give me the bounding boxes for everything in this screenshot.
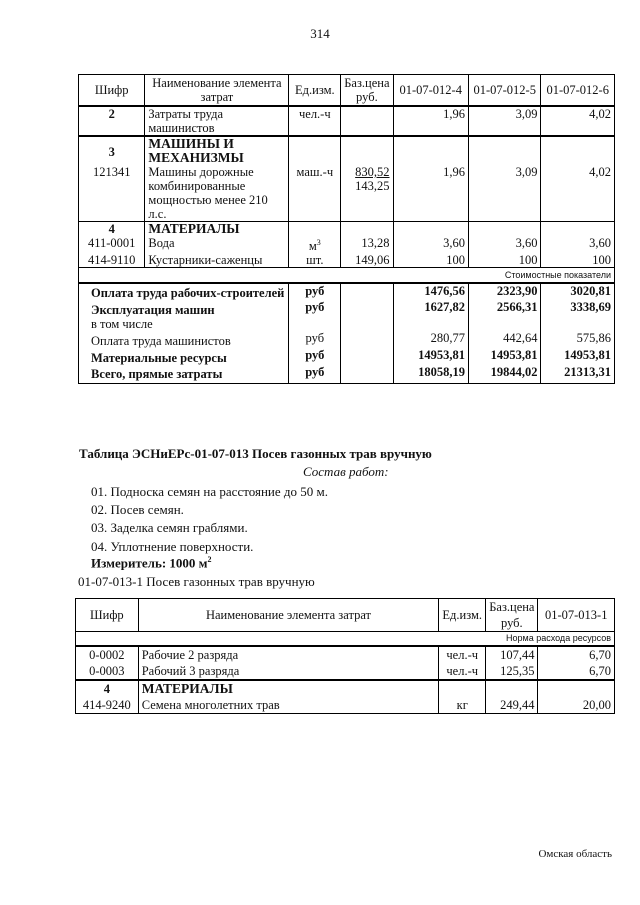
header-col-5: 01-07-012-5 (468, 75, 541, 107)
row-value: 100 (393, 253, 468, 268)
row-code: 0-0002 (76, 646, 139, 663)
row-value: 3,09 (468, 165, 541, 222)
work-item: 04. Уплотнение поверхности. (91, 539, 254, 554)
summary-value: 14953,81 (393, 348, 468, 365)
summary-value: 14953,81 (541, 348, 615, 365)
work-item: 01. Подноска семян на расстояние до 50 м. (91, 484, 328, 499)
row-code: 121341 (79, 165, 145, 222)
header-name: Наименование элемента затрат (138, 599, 439, 632)
row-value: 3,60 (393, 236, 468, 253)
row-name: Затраты труда машинистов (145, 106, 289, 136)
summary-unit: руб (289, 348, 341, 365)
work-item: 03. Заделка семян граблями. (91, 520, 248, 535)
cost-indicators-label: Стоимостные показатели (79, 268, 615, 284)
price-numerator: 830,52 (355, 165, 390, 179)
row-value: 6,70 (538, 663, 615, 680)
summary-row (79, 300, 615, 331)
table-header-row (79, 75, 615, 107)
header-code: Шифр (79, 75, 145, 107)
norm-row (76, 632, 615, 647)
row-code: 4 (79, 222, 145, 237)
row-price: 249,44 (486, 697, 538, 714)
table-row (79, 106, 615, 136)
row-code: 2 (79, 106, 145, 136)
table-row (76, 663, 615, 680)
row-code: 4 (76, 680, 139, 697)
row-unit: кг (439, 697, 486, 714)
row-unit: чел.-ч (289, 106, 341, 136)
row-unit: $м^3$ (289, 236, 341, 253)
row-unit: чел.-ч (439, 646, 486, 663)
summary-unit: руб (289, 283, 341, 300)
summary-row (79, 331, 615, 348)
summary-value: 14953,81 (468, 348, 541, 365)
header-col-1: 01-07-013-1 (538, 599, 615, 632)
row-price: 149,06 (341, 253, 393, 268)
summary-value: 1627,82 (393, 300, 468, 331)
row-value: 20,00 (538, 697, 615, 714)
norm-label: Норма расхода ресурсов (76, 632, 615, 647)
footer-region: Омская область (538, 848, 612, 860)
row-name: Машины дорожные комбинированные мощностью менее 210 л.с. (145, 165, 289, 222)
row-price: 13,28 (341, 236, 393, 253)
table-row (76, 680, 615, 697)
composition-label: Состав работ: (303, 464, 389, 479)
header-code: Шифр (76, 599, 139, 632)
summary-name: Эксплуатация машин в том числе (79, 300, 289, 331)
header-unit: Ед.изм. (439, 599, 486, 632)
row-name: МАШИНЫ И МЕХАНИЗМЫ (145, 136, 289, 165)
row-value: 100 (541, 253, 615, 268)
summary-value: 21313,31 (541, 365, 615, 384)
section-title: Таблица ЭСНиЕРс-01-07-013 Посев газонных трав вручную (79, 446, 432, 461)
summary-row (79, 283, 615, 300)
summary-name: Оплата труда рабочих-строителей (79, 283, 289, 300)
resource-table-01-07-012 (78, 74, 615, 384)
row-value: 1,96 (393, 165, 468, 222)
header-unit: Ед.изм. (289, 75, 341, 107)
row-unit: чел.-ч (439, 663, 486, 680)
row-value: 3,60 (541, 236, 615, 253)
summary-value: 2566,31 (468, 300, 541, 331)
summary-unit: руб (289, 331, 341, 348)
row-value: 4,02 (541, 106, 615, 136)
row-value: 1,96 (393, 106, 468, 136)
row-code: 411-0001 (79, 236, 145, 253)
header-name: Наименование элемента затрат (145, 75, 289, 107)
summary-value: 3338,69 (541, 300, 615, 331)
summary-name: Материальные ресурсы (79, 348, 289, 365)
summary-name: Оплата труда машинистов (79, 331, 289, 348)
page-number: 314 (310, 26, 330, 41)
summary-value: 1476,56 (393, 283, 468, 300)
row-price (341, 165, 393, 222)
row-price (341, 106, 393, 136)
header-col-4: 01-07-012-4 (393, 75, 468, 107)
summary-value: 3020,81 (541, 283, 615, 300)
table-row (76, 646, 615, 663)
row-unit: маш.-ч (289, 165, 341, 222)
row-code: 414-9240 (76, 697, 139, 714)
summary-row (79, 348, 615, 365)
table-row (79, 165, 615, 222)
header-price: Баз.цена руб. (341, 75, 393, 107)
summary-unit: руб (289, 300, 341, 331)
row-code: 0-0003 (76, 663, 139, 680)
row-value: 100 (468, 253, 541, 268)
table-row (76, 697, 615, 714)
row-name: МАТЕРИАЛЫ (145, 222, 289, 237)
row-value: 3,09 (468, 106, 541, 136)
row-name: Рабочие 2 разряда (138, 646, 439, 663)
row-unit: шт. (289, 253, 341, 268)
summary-unit: руб (289, 365, 341, 384)
price-denominator: 143,25 (355, 179, 390, 193)
work-item: 02. Посев семян. (91, 502, 184, 517)
table-row (79, 253, 615, 268)
table-header-row (76, 599, 615, 632)
header-col-6: 01-07-012-6 (541, 75, 615, 107)
summary-name: Всего, прямые затраты (79, 365, 289, 384)
table-row (79, 236, 615, 253)
row-price: 107,44 (486, 646, 538, 663)
table-row (79, 222, 615, 237)
summary-value: 19844,02 (468, 365, 541, 384)
resource-table-01-07-013 (75, 598, 615, 714)
summary-value: 2323,90 (468, 283, 541, 300)
row-code: 3 (79, 136, 145, 165)
summary-value: 442,64 (468, 331, 541, 348)
summary-value: 575,86 (541, 331, 615, 348)
row-value: 3,60 (468, 236, 541, 253)
summary-value: 280,77 (393, 331, 468, 348)
row-code: 414-9110 (79, 253, 145, 268)
cost-indicators-row (79, 268, 615, 284)
row-name: МАТЕРИАЛЫ (138, 680, 439, 697)
header-price: Баз.цена руб. (486, 599, 538, 632)
row-price: 125,35 (486, 663, 538, 680)
rate-code-line: 01-07-013-1 Посев газонных трав вручную (78, 574, 315, 589)
row-name: Семена многолетних трав (138, 697, 439, 714)
row-value: 6,70 (538, 646, 615, 663)
row-value: 4,02 (541, 165, 615, 222)
summary-value: 18058,19 (393, 365, 468, 384)
summary-row (79, 365, 615, 384)
row-name: Рабочий 3 разряда (138, 663, 439, 680)
row-name: Вода (145, 236, 289, 253)
row-name: Кустарники-саженцы (145, 253, 289, 268)
table-row (79, 136, 615, 165)
meter-line: Измеритель: 1000 $м^2$ (91, 555, 212, 571)
